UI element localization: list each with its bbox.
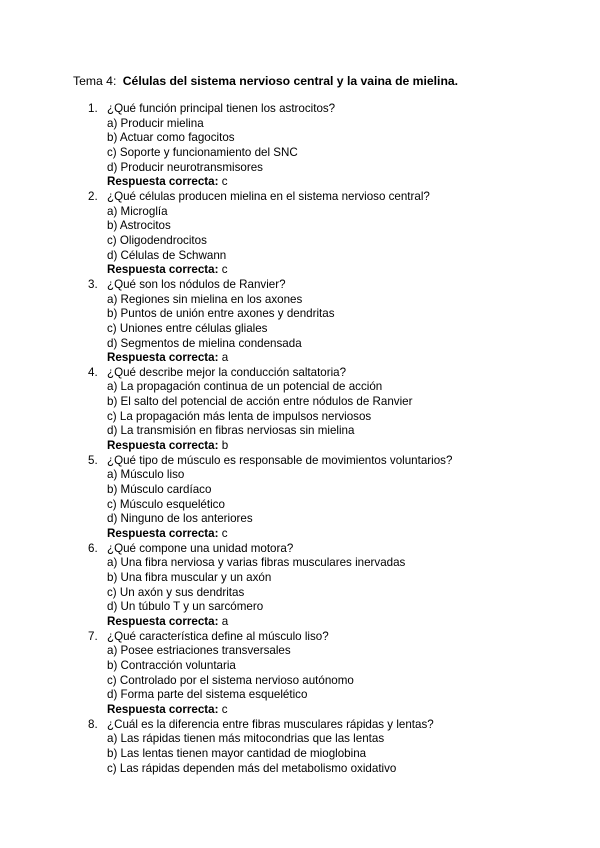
answer-option: a) Músculo liso — [107, 468, 185, 482]
option-list — [107, 205, 540, 264]
answer-option: d) Células de Schwann — [107, 248, 227, 262]
question-text: ¿Qué células producen mielina en el sistema nervioso central? — [107, 189, 430, 203]
answer-option: b) Músculo cardíaco — [107, 483, 212, 497]
question-list — [73, 102, 540, 776]
answer-option: d) Segmentos de mielina condensada — [107, 336, 302, 350]
question-item — [73, 366, 540, 454]
option-list — [107, 293, 540, 352]
answer-option: d) Producir neurotransmisores — [107, 160, 263, 174]
answer-option: d) Forma parte del sistema esquelético — [107, 688, 308, 702]
question-number: 3. — [88, 277, 98, 291]
answer-option: b) Puntos de unión entre axones y dendritas — [107, 307, 335, 321]
answer-option: c) Controlado por el sistema nervioso autónomo — [107, 673, 354, 687]
answer-option: a) Regiones sin mielina en los axones — [107, 292, 303, 306]
question-text: ¿Qué característica define al músculo liso? — [107, 629, 329, 643]
answer-option: d) Un túbulo T y un sarcómero — [107, 600, 264, 614]
question-item — [73, 542, 540, 630]
answer-option: b) Las lentas tienen mayor cantidad de mioglobina — [107, 746, 367, 760]
correct-answer — [107, 615, 540, 630]
answer-option: d) La transmisión en fibras nerviosas sin mielina — [107, 424, 355, 438]
answer-option: c) Músculo esquelético — [107, 497, 225, 511]
correct-answer — [107, 703, 540, 718]
question-text: ¿Qué describe mejor la conducción saltatoria? — [107, 365, 347, 379]
correct-answer-label: Respuesta correcta: — [107, 439, 219, 453]
title-topic: Tema 4: — [73, 74, 117, 88]
title-text: Células del sistema nervioso central y la vaina de mielina. — [122, 74, 459, 88]
answer-option: b) Contracción voluntaria — [107, 658, 236, 672]
question-text: ¿Qué compone una unidad motora? — [107, 541, 294, 555]
answer-option: c) Oligodendrocitos — [107, 233, 207, 247]
correct-answer-label: Respuesta correcta: — [107, 702, 219, 716]
option-list — [107, 468, 540, 527]
question-item — [73, 718, 540, 777]
question-item — [73, 630, 540, 718]
option-list — [107, 644, 540, 703]
answer-option: c) Las rápidas dependen más del metabolismo oxidativo — [107, 761, 397, 775]
question-item — [73, 278, 540, 366]
question-item — [73, 190, 540, 278]
correct-answer-value: a — [221, 614, 229, 628]
option-list — [107, 556, 540, 615]
answer-option: b) Una fibra muscular y un axón — [107, 571, 272, 584]
correct-answer-value: a — [221, 351, 229, 365]
answer-option: c) Un axón y sus dendritas — [107, 585, 245, 599]
option-list — [107, 117, 540, 176]
correct-answer — [107, 175, 540, 190]
correct-answer-value: c — [221, 702, 228, 716]
answer-option: a) Las rápidas tienen más mitocondrias que las lentas — [107, 732, 385, 746]
answer-option: c) La propagación más lenta de impulsos nerviosos — [107, 409, 372, 423]
question-number: 5. — [88, 453, 98, 467]
question-item — [73, 102, 540, 190]
answer-option: a) Producir mielina — [107, 116, 204, 130]
question-number: 7. — [88, 629, 98, 643]
answer-option: b) El salto del potencial de acción entre nódulos de Ranvier — [107, 395, 413, 409]
correct-answer-label: Respuesta correcta: — [107, 527, 219, 541]
question-number: 8. — [88, 717, 98, 731]
correct-answer-label: Respuesta correcta: — [107, 263, 219, 277]
correct-answer-label: Respuesta correcta: — [107, 351, 219, 365]
question-number: 4. — [88, 365, 98, 379]
correct-answer — [107, 351, 540, 366]
option-list — [107, 380, 540, 439]
question-text: ¿Qué tipo de músculo es responsable de movimientos voluntarios? — [107, 453, 453, 467]
correct-answer — [107, 527, 540, 542]
question-number: 2. — [88, 189, 98, 203]
correct-answer-value: c — [221, 527, 228, 541]
answer-option: a) Posee estriaciones transversales — [107, 644, 291, 658]
correct-answer-value: c — [221, 263, 228, 277]
question-text: ¿Cuál es la diferencia entre fibras musculares rápidas y lentas? — [107, 717, 434, 731]
question-number: 1. — [88, 102, 98, 115]
answer-option: b) Actuar como fagocitos — [107, 131, 235, 145]
document-title — [73, 73, 540, 89]
correct-answer-label: Respuesta correcta: — [107, 614, 219, 628]
question-text: ¿Qué son los nódulos de Ranvier? — [107, 277, 286, 291]
question-item — [73, 454, 540, 542]
answer-option: a) Una fibra nerviosa y varias fibras musculares inervadas — [107, 556, 406, 570]
question-number: 6. — [88, 541, 98, 555]
answer-option: a) La propagación continua de un potencial de acción — [107, 380, 383, 394]
correct-answer — [107, 439, 540, 454]
answer-option: a) Microglía — [107, 204, 168, 218]
option-list — [107, 732, 540, 776]
answer-option: d) Ninguno de los anteriores — [107, 512, 253, 526]
question-text: ¿Qué función principal tienen los astrocitos? — [107, 102, 336, 115]
correct-answer-value: c — [221, 175, 228, 189]
answer-option: b) Astrocitos — [107, 219, 171, 233]
answer-option: c) Soporte y funcionamiento del SNC — [107, 145, 298, 159]
correct-answer-label: Respuesta correcta: — [107, 175, 219, 189]
correct-answer — [107, 263, 540, 278]
correct-answer-value: b — [221, 439, 229, 453]
answer-option: c) Uniones entre células gliales — [107, 321, 268, 335]
